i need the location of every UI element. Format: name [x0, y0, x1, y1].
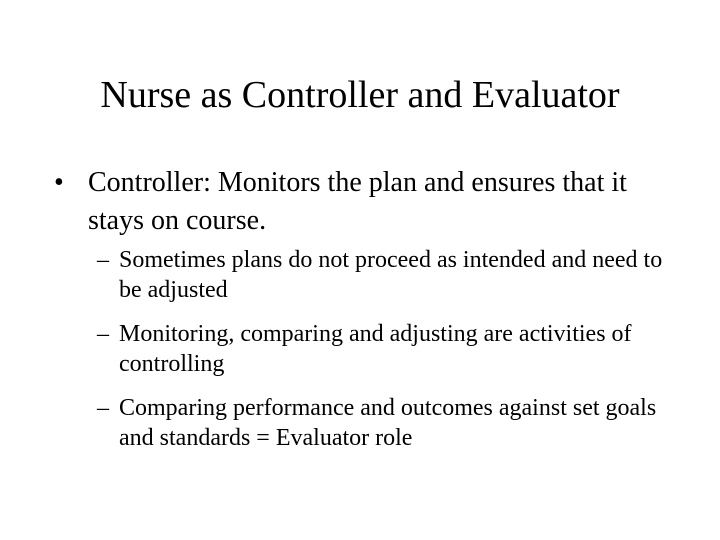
- sub-bullet: [97, 393, 677, 453]
- sub-bullet-text: Monitoring, comparing and adjusting are activities of controlling: [119, 321, 632, 377]
- main-bullet-text: Controller: Monitors the plan and ensures that it stays on course.: [88, 167, 627, 236]
- sub-bullet: [97, 245, 677, 305]
- slide-title: Nurse as Controller and Evaluator: [100, 74, 620, 116]
- sub-bullet-marker: –: [97, 247, 109, 273]
- sub-bullet-marker: –: [97, 321, 109, 347]
- main-bullet: [54, 164, 674, 240]
- sub-bullet-list: [97, 245, 677, 467]
- sub-bullet-text: Sometimes plans do not proceed as intended and need to be adjusted: [119, 247, 663, 303]
- bullet-marker: •: [54, 167, 64, 198]
- sub-bullet-marker: –: [97, 395, 109, 421]
- sub-bullet-text: Comparing performance and outcomes against set goals and standards = Evaluator role: [119, 395, 657, 451]
- sub-bullet: [97, 319, 677, 379]
